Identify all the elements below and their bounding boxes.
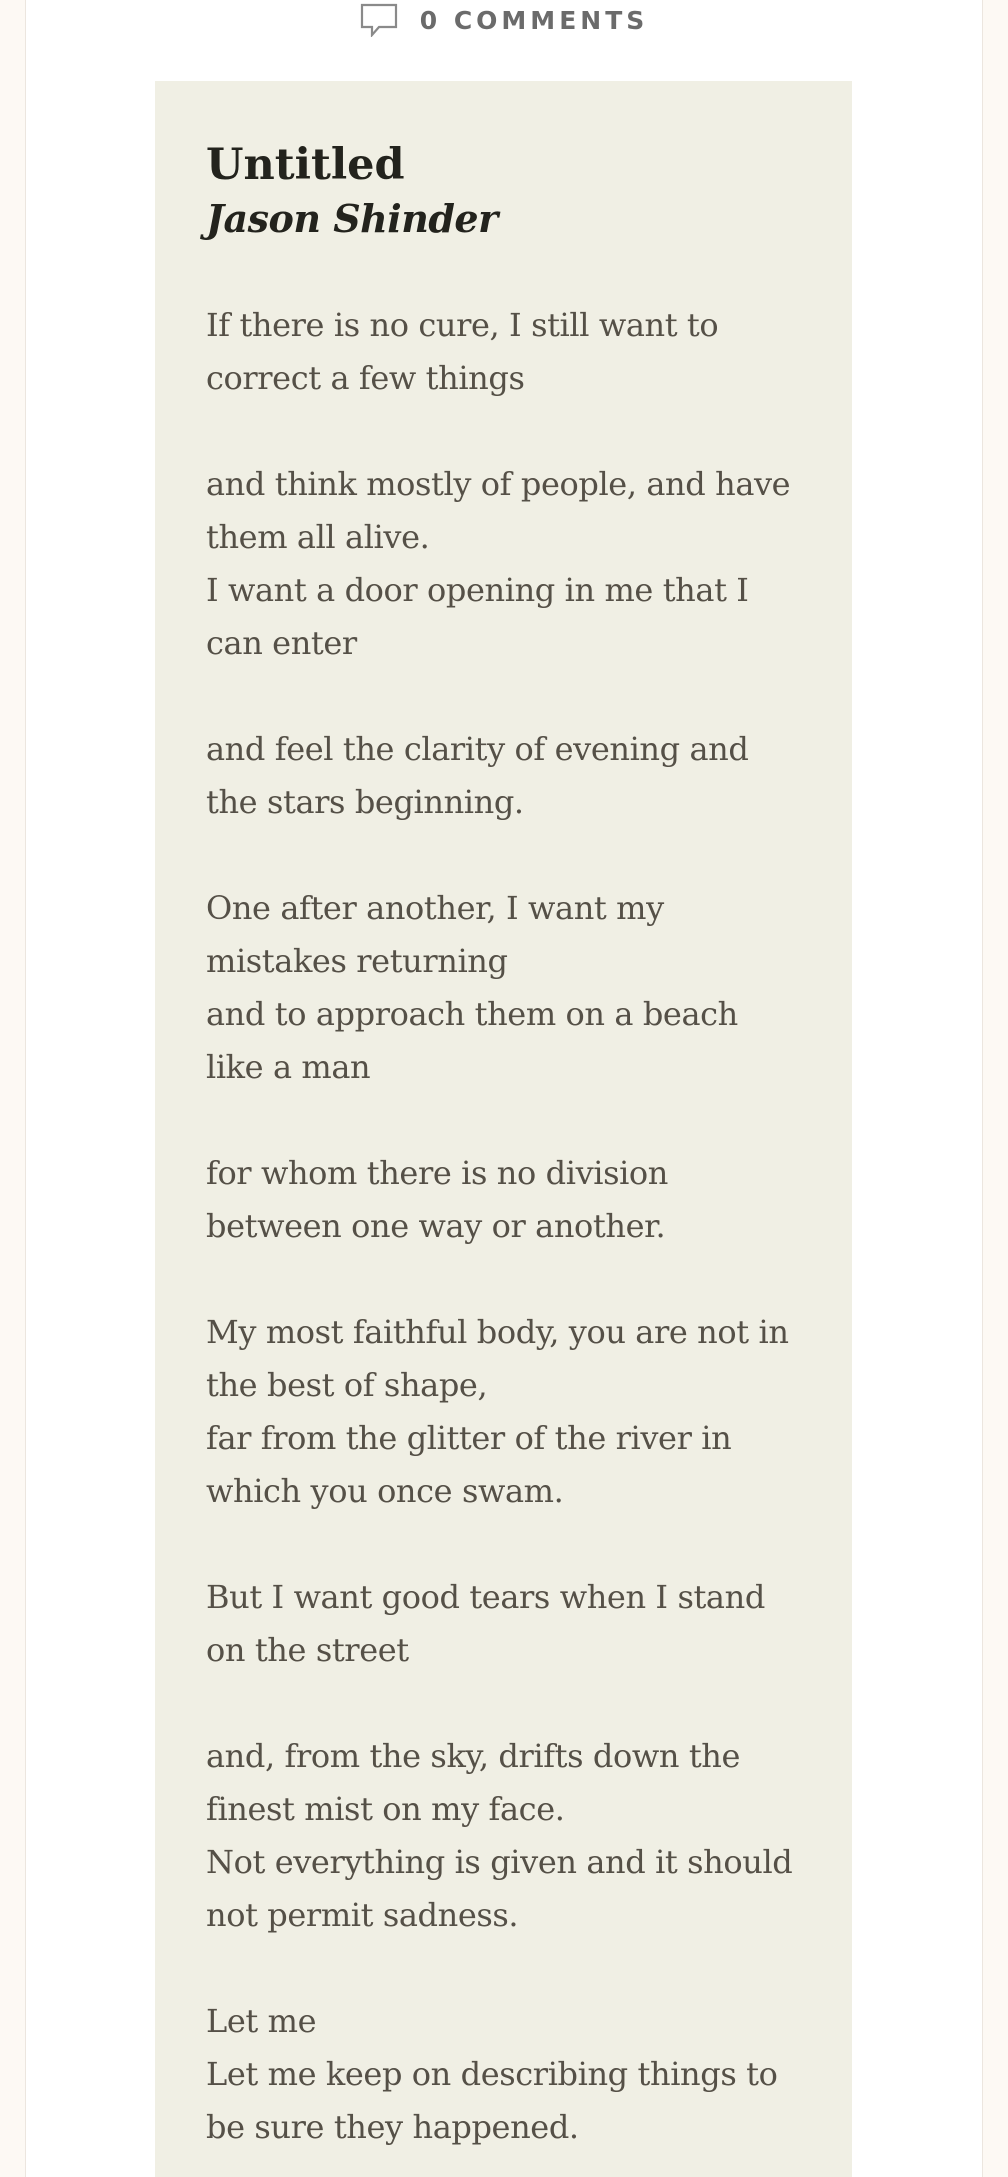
poem-stanza bbox=[206, 1995, 802, 2154]
poem-stanza bbox=[206, 1306, 802, 1518]
poem-line: I want a door opening in me that I can enter bbox=[206, 571, 749, 662]
poem-line: and to approach them on a beach like a man bbox=[206, 995, 738, 1086]
poem-line: far from the glitter of the river in which you once swam. bbox=[206, 1419, 732, 1510]
poem-stanza bbox=[206, 458, 802, 670]
speech-bubble-icon bbox=[360, 3, 398, 37]
comments-count-label[interactable]: 0 COMMENTS bbox=[419, 5, 649, 35]
poem-line: and feel the clarity of evening and the stars beginning. bbox=[206, 730, 749, 821]
poem-line: Let me keep on describing things to be sure they happened. bbox=[206, 2055, 778, 2146]
comments-link[interactable] bbox=[360, 3, 649, 37]
poem-line: Not everything is given and it should not permit sadness. bbox=[206, 1843, 793, 1934]
poem-line: If there is no cure, I still want to correct a few things bbox=[206, 306, 719, 397]
poem-line: for whom there is no division between one way or another. bbox=[206, 1154, 669, 1245]
poem-stanza bbox=[206, 1147, 802, 1253]
poem-title: Untitled bbox=[206, 140, 405, 190]
poem-author: Jason Shinder bbox=[206, 196, 498, 241]
poem-line: But I want good tears when I stand on the street bbox=[206, 1578, 765, 1669]
poem-stanza bbox=[206, 882, 802, 1094]
poem-card bbox=[155, 81, 852, 2177]
poem-stanza bbox=[206, 723, 802, 829]
post-meta-bar bbox=[26, 0, 982, 40]
poem-line: Let me bbox=[206, 2002, 317, 2040]
poem-stanza bbox=[206, 1730, 802, 1942]
poem-stanza bbox=[206, 299, 802, 405]
content-column bbox=[25, 0, 983, 2177]
poem-stanza bbox=[206, 1571, 802, 1677]
poem-line: and think mostly of people, and have them all alive. bbox=[206, 465, 791, 556]
poem-line: and, from the sky, drifts down the finest mist on my face. bbox=[206, 1737, 741, 1828]
poem-line: One after another, I want my mistakes returning bbox=[206, 889, 664, 980]
poem-line: My most faithful body, you are not in the best of shape, bbox=[206, 1313, 789, 1404]
